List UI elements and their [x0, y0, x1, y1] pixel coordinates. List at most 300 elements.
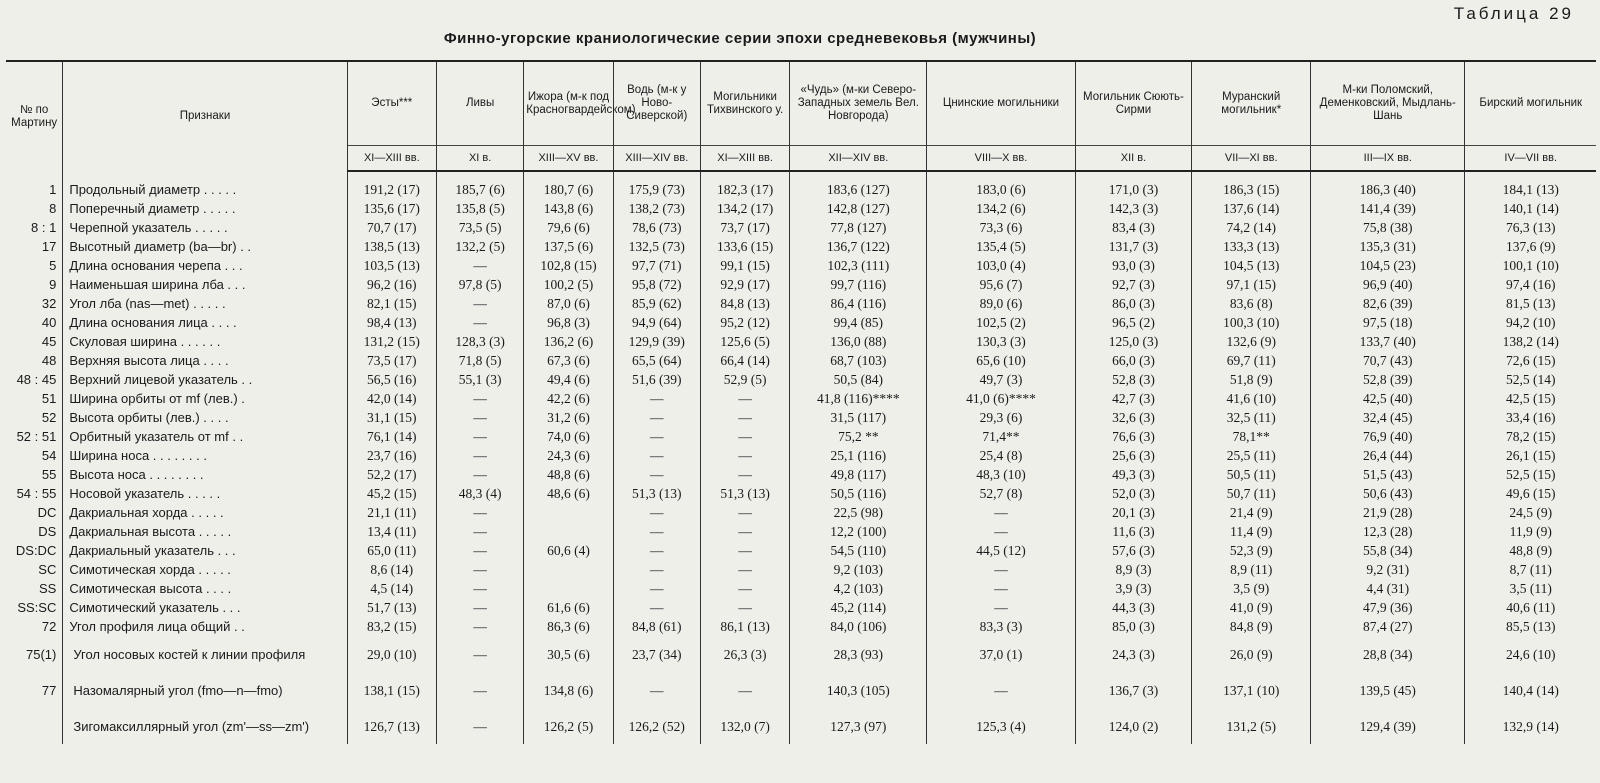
value-cell: 50,5 (116) [790, 484, 927, 503]
table-row [6, 237, 1596, 256]
value-cell: 83,3 (3) [927, 617, 1075, 636]
value-cell: — [613, 465, 700, 484]
value-cell [524, 503, 613, 522]
value-cell: 132,0 (7) [700, 708, 789, 744]
value-cell: 42,7 (3) [1075, 389, 1192, 408]
value-cell: 71,8 (5) [436, 351, 523, 370]
value-cell: 136,2 (6) [524, 332, 613, 351]
value-cell: 41,0 (6)**** [927, 389, 1075, 408]
value-cell: 99,7 (116) [790, 275, 927, 294]
value-cell: 42,5 (15) [1465, 389, 1596, 408]
martin-number [6, 708, 63, 744]
value-cell: — [436, 256, 523, 275]
value-cell: 8,9 (11) [1192, 560, 1311, 579]
value-cell: 44,3 (3) [1075, 598, 1192, 617]
value-cell: — [700, 672, 789, 708]
value-cell: — [700, 541, 789, 560]
feature-name: Назомалярный угол (fmo—n—fmo) [63, 672, 347, 708]
value-cell: — [613, 446, 700, 465]
martin-number: 1 [49, 181, 57, 197]
value-cell: 11,9 (9) [1465, 522, 1596, 541]
col-header-period: XII—XIV вв. [790, 146, 927, 172]
value-cell: 20,1 (3) [1075, 503, 1192, 522]
col-header-period: XIII—XV вв. [524, 146, 613, 172]
table-row [6, 370, 1596, 389]
value-cell: 66,4 (14) [700, 351, 789, 370]
value-cell: — [613, 389, 700, 408]
value-cell: 75,8 (38) [1311, 218, 1465, 237]
value-cell: — [613, 522, 700, 541]
value-cell: 83,4 (3) [1075, 218, 1192, 237]
value-cell: — [927, 672, 1075, 708]
value-cell: 87,4 (27) [1311, 617, 1465, 636]
value-cell: 45,2 (15) [347, 484, 436, 503]
value-cell: 142,3 (3) [1075, 199, 1192, 218]
feature-name: Верхняя высота лица . . . . [63, 351, 347, 370]
value-cell: 25,4 (8) [927, 446, 1075, 465]
value-cell: 96,8 (3) [524, 313, 613, 332]
feature-name: Угол лба (nas—met) . . . . . [63, 294, 347, 313]
value-cell: 96,9 (40) [1311, 275, 1465, 294]
value-cell: — [613, 598, 700, 617]
value-cell: 21,1 (11) [347, 503, 436, 522]
value-cell: — [436, 541, 523, 560]
table-row [6, 560, 1596, 579]
value-cell: 49,7 (3) [927, 370, 1075, 389]
value-cell: 97,5 (18) [1311, 313, 1465, 332]
value-cell: 9,2 (103) [790, 560, 927, 579]
value-cell: 183,0 (6) [927, 171, 1075, 199]
value-cell: — [436, 427, 523, 446]
value-cell: 135,3 (31) [1311, 237, 1465, 256]
value-cell: 73,5 (5) [436, 218, 523, 237]
col-header-period: XI—XIII вв. [700, 146, 789, 172]
martin-number: 32 [41, 296, 57, 311]
value-cell: 24,3 (3) [1075, 636, 1192, 672]
value-cell: 74,2 (14) [1192, 218, 1311, 237]
value-cell: — [436, 708, 523, 744]
value-cell: 25,6 (3) [1075, 446, 1192, 465]
table-row [6, 708, 1596, 744]
value-cell: 99,4 (85) [790, 313, 927, 332]
col-header-name: Могильники Тихвинского у. [700, 61, 789, 146]
value-cell: 100,2 (5) [524, 275, 613, 294]
value-cell: — [436, 560, 523, 579]
value-cell: 95,2 (12) [700, 313, 789, 332]
value-cell: 132,2 (5) [436, 237, 523, 256]
value-cell: 84,8 (13) [700, 294, 789, 313]
value-cell: — [927, 560, 1075, 579]
value-cell: — [613, 427, 700, 446]
feature-name: Симотическая высота . . . . [63, 579, 347, 598]
value-cell [524, 579, 613, 598]
value-cell: 54,5 (110) [790, 541, 927, 560]
value-cell: 50,5 (84) [790, 370, 927, 389]
feature-name: Дакриальная высота . . . . . [63, 522, 347, 541]
value-cell: 51,8 (9) [1192, 370, 1311, 389]
value-cell: 70,7 (43) [1311, 351, 1465, 370]
value-cell: 182,3 (17) [700, 171, 789, 199]
value-cell: 130,3 (3) [927, 332, 1075, 351]
table-row [6, 351, 1596, 370]
col-header-name: Ливы [436, 61, 523, 146]
value-cell: 191,2 (17) [347, 171, 436, 199]
value-cell: 89,0 (6) [927, 294, 1075, 313]
col-header-name: М-ки Поломский, Деменковский, Мыдлань-Шань [1311, 61, 1465, 146]
value-cell: 49,8 (117) [790, 465, 927, 484]
value-cell: 97,4 (16) [1465, 275, 1596, 294]
feature-name: Дакриальный указатель . . . [63, 541, 347, 560]
value-cell: 8,6 (14) [347, 560, 436, 579]
value-cell: 81,5 (13) [1465, 294, 1596, 313]
feature-name: Верхний лицевой указатель . . [63, 370, 347, 389]
value-cell: — [436, 313, 523, 332]
value-cell: 48,6 (6) [524, 484, 613, 503]
value-cell: 125,6 (5) [700, 332, 789, 351]
value-cell: 87,0 (6) [524, 294, 613, 313]
table-row [6, 218, 1596, 237]
col-header-name: Эсты*** [347, 61, 436, 146]
col-header-period: IV—VII вв. [1465, 146, 1596, 172]
value-cell: 131,7 (3) [1075, 237, 1192, 256]
value-cell: 29,0 (10) [347, 636, 436, 672]
martin-number: DC [37, 505, 57, 520]
feature-name: Носовой указатель . . . . . [63, 484, 347, 503]
feature-name: Черепной указатель . . . . . [63, 218, 347, 237]
martin-number: 54 [41, 448, 57, 463]
value-cell [524, 522, 613, 541]
martin-number: 48 [41, 353, 57, 368]
table-row [6, 522, 1596, 541]
value-cell: 78,2 (15) [1465, 427, 1596, 446]
value-cell: 99,1 (15) [700, 256, 789, 275]
value-cell: 42,5 (40) [1311, 389, 1465, 408]
value-cell: 65,5 (64) [613, 351, 700, 370]
value-cell: 11,4 (9) [1192, 522, 1311, 541]
martin-number: 77 [41, 682, 57, 698]
value-cell: 131,2 (15) [347, 332, 436, 351]
value-cell: 136,7 (122) [790, 237, 927, 256]
value-cell: 24,5 (9) [1465, 503, 1596, 522]
value-cell: 28,3 (93) [790, 636, 927, 672]
value-cell: 60,6 (4) [524, 541, 613, 560]
value-cell: — [613, 408, 700, 427]
martin-number: 45 [41, 334, 57, 349]
value-cell: 51,3 (13) [700, 484, 789, 503]
col-header-name: Бирский могильник [1465, 61, 1596, 146]
feature-name: Длина основания лица . . . . [63, 313, 347, 332]
value-cell: 137,6 (9) [1465, 237, 1596, 256]
value-cell: 83,6 (8) [1192, 294, 1311, 313]
value-cell: 125,0 (3) [1075, 332, 1192, 351]
value-cell: 104,5 (13) [1192, 256, 1311, 275]
value-cell: 69,7 (11) [1192, 351, 1311, 370]
value-cell: 37,0 (1) [927, 636, 1075, 672]
value-cell: 139,5 (45) [1311, 672, 1465, 708]
feature-name: Длина основания черепа . . . [63, 256, 347, 275]
table-row [6, 598, 1596, 617]
value-cell: 51,5 (43) [1311, 465, 1465, 484]
value-cell: — [613, 579, 700, 598]
value-cell: 52,2 (17) [347, 465, 436, 484]
value-cell: — [436, 672, 523, 708]
feature-name: Симотическая хорда . . . . . [63, 560, 347, 579]
table-row [6, 389, 1596, 408]
value-cell: 133,6 (15) [700, 237, 789, 256]
value-cell: 96,2 (16) [347, 275, 436, 294]
value-cell: 57,6 (3) [1075, 541, 1192, 560]
value-cell: 124,0 (2) [1075, 708, 1192, 744]
col-header-period: III—IX вв. [1311, 146, 1465, 172]
value-cell: 66,0 (3) [1075, 351, 1192, 370]
value-cell: 3,5 (9) [1192, 579, 1311, 598]
martin-number: 40 [41, 315, 57, 330]
value-cell: 49,6 (15) [1465, 484, 1596, 503]
value-cell: 134,2 (6) [927, 199, 1075, 218]
value-cell: 51,3 (13) [613, 484, 700, 503]
table-row [6, 636, 1596, 672]
value-cell: 12,2 (100) [790, 522, 927, 541]
martin-number: SS [39, 581, 57, 596]
table-row [6, 199, 1596, 218]
value-cell: 138,5 (13) [347, 237, 436, 256]
value-cell: 52,5 (15) [1465, 465, 1596, 484]
value-cell: — [436, 446, 523, 465]
feature-name: Симотический указатель . . . [63, 598, 347, 617]
feature-name: Орбитный указатель от mf . . [63, 427, 347, 446]
martin-number: 75(1) [25, 646, 57, 662]
value-cell: 11,6 (3) [1075, 522, 1192, 541]
data-table [6, 60, 1596, 744]
value-cell: — [700, 446, 789, 465]
value-cell: 102,8 (15) [524, 256, 613, 275]
value-cell: 132,6 (9) [1192, 332, 1311, 351]
value-cell: 135,8 (5) [436, 199, 523, 218]
value-cell: 67,3 (6) [524, 351, 613, 370]
value-cell: — [436, 389, 523, 408]
value-cell: 127,3 (97) [790, 708, 927, 744]
value-cell: — [613, 672, 700, 708]
value-cell: — [436, 294, 523, 313]
value-cell: 13,4 (11) [347, 522, 436, 541]
table-row [6, 427, 1596, 446]
value-cell: — [436, 503, 523, 522]
value-cell: 31,2 (6) [524, 408, 613, 427]
value-cell: 86,1 (13) [700, 617, 789, 636]
table-row [6, 313, 1596, 332]
value-cell: 31,5 (117) [790, 408, 927, 427]
value-cell: 26,1 (15) [1465, 446, 1596, 465]
value-cell: 4,4 (31) [1311, 579, 1465, 598]
value-cell: 186,3 (40) [1311, 171, 1465, 199]
value-cell: 185,7 (6) [436, 171, 523, 199]
col-header-name: Водь (м-к у Ново-Сиверской) [613, 61, 700, 146]
col-header-period: VIII—X вв. [927, 146, 1075, 172]
col-header-name: Муранский могильник* [1192, 61, 1311, 146]
value-cell: 23,7 (16) [347, 446, 436, 465]
table-row [6, 503, 1596, 522]
value-cell: 76,3 (13) [1465, 218, 1596, 237]
value-cell: 92,9 (17) [700, 275, 789, 294]
value-cell: 142,8 (127) [790, 199, 927, 218]
value-cell: 76,1 (14) [347, 427, 436, 446]
value-cell: 141,4 (39) [1311, 199, 1465, 218]
value-cell: — [700, 503, 789, 522]
value-cell: 138,2 (14) [1465, 332, 1596, 351]
value-cell: 138,1 (15) [347, 672, 436, 708]
value-cell: 44,5 (12) [927, 541, 1075, 560]
value-cell: 137,5 (6) [524, 237, 613, 256]
value-cell: 45,2 (114) [790, 598, 927, 617]
value-cell: 68,7 (103) [790, 351, 927, 370]
value-cell: 133,3 (13) [1192, 237, 1311, 256]
feature-name: Скуловая ширина . . . . . . [63, 332, 347, 351]
value-cell: 134,8 (6) [524, 672, 613, 708]
value-cell: 103,5 (13) [347, 256, 436, 275]
value-cell: 140,4 (14) [1465, 672, 1596, 708]
value-cell: 72,6 (15) [1465, 351, 1596, 370]
value-cell: 48,3 (4) [436, 484, 523, 503]
value-cell: — [700, 560, 789, 579]
feature-name: Высота носа . . . . . . . . [63, 465, 347, 484]
value-cell: 83,2 (15) [347, 617, 436, 636]
table-row [6, 465, 1596, 484]
value-cell: 52,7 (8) [927, 484, 1075, 503]
value-cell: 24,6 (10) [1465, 636, 1596, 672]
value-cell: 135,6 (17) [347, 199, 436, 218]
value-cell: — [436, 598, 523, 617]
value-cell: 86,4 (116) [790, 294, 927, 313]
table-row [6, 446, 1596, 465]
value-cell: — [700, 389, 789, 408]
value-cell: 97,8 (5) [436, 275, 523, 294]
value-cell: 40,6 (11) [1465, 598, 1596, 617]
col-header-feature: Признаки [63, 61, 347, 171]
col-header-period: XII в. [1075, 146, 1192, 172]
value-cell: 70,7 (17) [347, 218, 436, 237]
value-cell: 93,0 (3) [1075, 256, 1192, 275]
value-cell: 3,5 (11) [1465, 579, 1596, 598]
value-cell: 52,5 (14) [1465, 370, 1596, 389]
value-cell: 137,6 (14) [1192, 199, 1311, 218]
value-cell: 52,3 (9) [1192, 541, 1311, 560]
value-cell: 32,6 (3) [1075, 408, 1192, 427]
value-cell: 49,3 (3) [1075, 465, 1192, 484]
value-cell: — [700, 522, 789, 541]
table-row [6, 672, 1596, 708]
value-cell: 52,9 (5) [700, 370, 789, 389]
value-cell: 95,8 (72) [613, 275, 700, 294]
value-cell: 42,2 (6) [524, 389, 613, 408]
value-cell: 56,5 (16) [347, 370, 436, 389]
value-cell: 85,9 (62) [613, 294, 700, 313]
value-cell: 73,5 (17) [347, 351, 436, 370]
table-row [6, 294, 1596, 313]
value-cell: — [613, 560, 700, 579]
table-row [6, 171, 1596, 199]
value-cell: 3,9 (3) [1075, 579, 1192, 598]
value-cell: 78,1** [1192, 427, 1311, 446]
value-cell: 29,3 (6) [927, 408, 1075, 427]
value-cell: 48,8 (6) [524, 465, 613, 484]
value-cell: 126,2 (52) [613, 708, 700, 744]
value-cell: 84,8 (9) [1192, 617, 1311, 636]
value-cell [524, 560, 613, 579]
value-cell: 48,8 (9) [1465, 541, 1596, 560]
value-cell: 26,3 (3) [700, 636, 789, 672]
value-cell: 75,2 ** [790, 427, 927, 446]
value-cell: 94,2 (10) [1465, 313, 1596, 332]
page-title: Финно-угорские краниологические серии эпохи средневековья (мужчины) [443, 30, 1037, 47]
col-header-name: «Чудь» (м-ки Северо-Западных земель Вел. Новгорода) [790, 61, 927, 146]
feature-name: Дакриальная хорда . . . . . [63, 503, 347, 522]
value-cell: 23,7 (34) [613, 636, 700, 672]
martin-number: 9 [49, 277, 57, 292]
table-row [6, 617, 1596, 636]
value-cell: 84,8 (61) [613, 617, 700, 636]
martin-number: DS:DC [15, 543, 57, 558]
martin-number: 52 : 51 [16, 429, 57, 444]
value-cell: 8,9 (3) [1075, 560, 1192, 579]
value-cell: — [700, 408, 789, 427]
value-cell: — [613, 541, 700, 560]
value-cell: 84,0 (106) [790, 617, 927, 636]
value-cell: — [700, 579, 789, 598]
value-cell: 125,3 (4) [927, 708, 1075, 744]
value-cell: 82,1 (15) [347, 294, 436, 313]
martin-number: 48 : 45 [16, 372, 57, 387]
value-cell: — [700, 465, 789, 484]
value-cell: 137,1 (10) [1192, 672, 1311, 708]
value-cell: — [927, 598, 1075, 617]
value-cell: 92,7 (3) [1075, 275, 1192, 294]
value-cell: 85,0 (3) [1075, 617, 1192, 636]
value-cell: — [700, 427, 789, 446]
martin-number: 8 [49, 201, 57, 216]
value-cell: 79,6 (6) [524, 218, 613, 237]
value-cell: 42,0 (14) [347, 389, 436, 408]
value-cell: 134,2 (17) [700, 199, 789, 218]
col-header-period: XI—XIII вв. [347, 146, 436, 172]
value-cell: 132,5 (73) [613, 237, 700, 256]
value-cell: — [927, 503, 1075, 522]
value-cell: 97,7 (71) [613, 256, 700, 275]
value-cell: 136,0 (88) [790, 332, 927, 351]
table-number: Таблица 29 [1453, 4, 1574, 23]
col-header-period: XI в. [436, 146, 523, 172]
feature-name: Высота орбиты (лев.) . . . . [63, 408, 347, 427]
martin-number: DS [38, 524, 57, 539]
value-cell: — [436, 636, 523, 672]
value-cell: 132,9 (14) [1465, 708, 1596, 744]
value-cell: 25,1 (116) [790, 446, 927, 465]
feature-name: Угол профиля лица общий . . [63, 617, 347, 636]
value-cell: — [436, 522, 523, 541]
value-cell: 129,9 (39) [613, 332, 700, 351]
value-cell: 61,6 (6) [524, 598, 613, 617]
value-cell: 12,3 (28) [1311, 522, 1465, 541]
value-cell: 65,0 (11) [347, 541, 436, 560]
value-cell: 51,7 (13) [347, 598, 436, 617]
martin-number: 55 [41, 467, 57, 482]
value-cell: 9,2 (31) [1311, 560, 1465, 579]
value-cell: 140,3 (105) [790, 672, 927, 708]
value-cell: — [436, 465, 523, 484]
table-row [6, 541, 1596, 560]
value-cell: 100,1 (10) [1465, 256, 1596, 275]
value-cell: 33,4 (16) [1465, 408, 1596, 427]
value-cell: 86,3 (6) [524, 617, 613, 636]
